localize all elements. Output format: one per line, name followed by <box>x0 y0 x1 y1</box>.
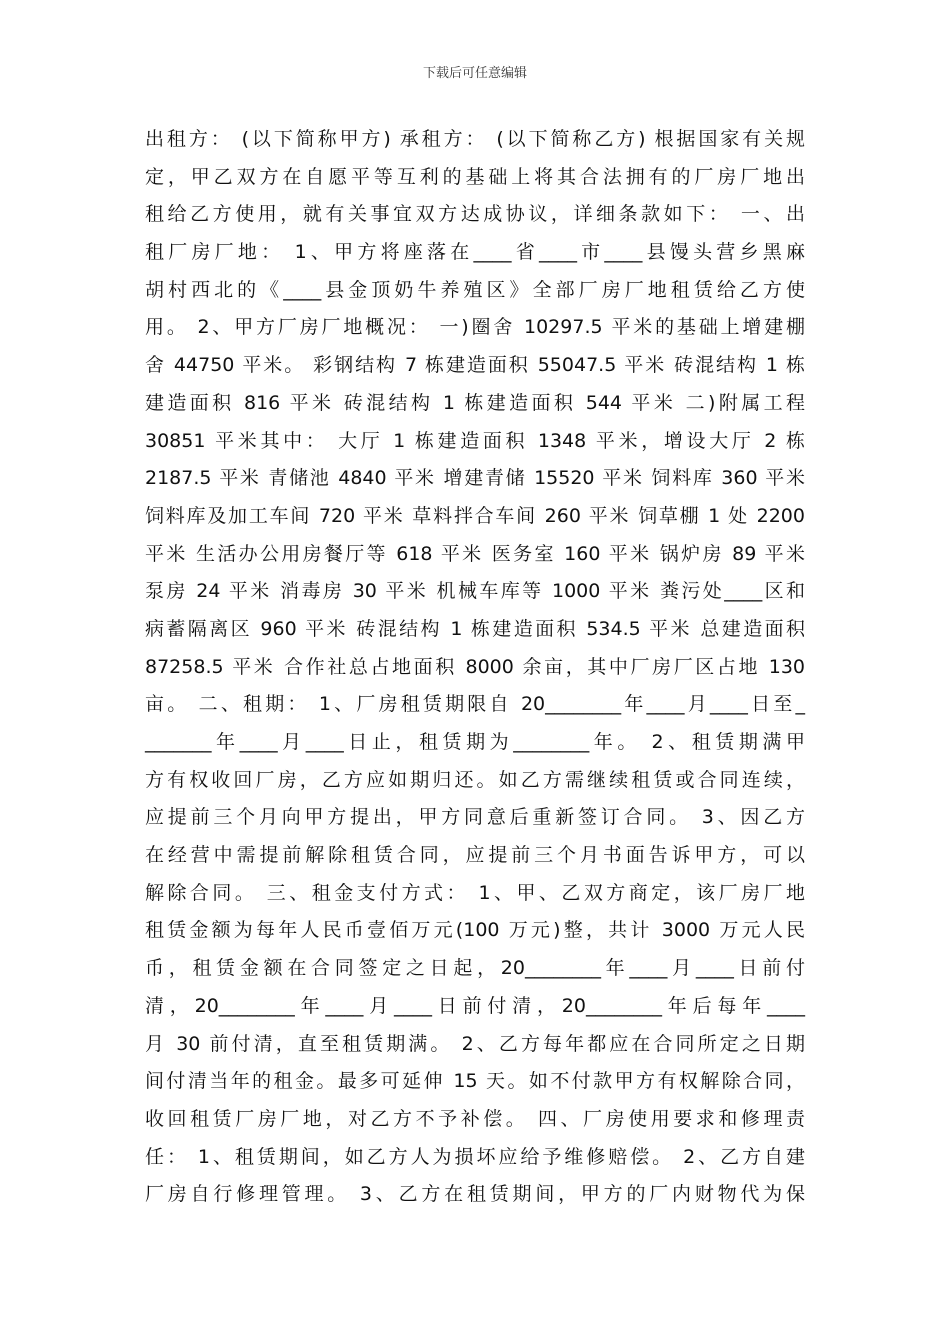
text-line: 30851 平米其中： 大厅 1 栋建造面积 1348 平米，增设大厅 2 栋 <box>145 429 805 452</box>
text-line: 租赁金额为每年人民币壹佰万元(100 万元)整，共计 3000 万元人民 <box>145 919 805 942</box>
text-line: 平米 生活办公用房餐厅等 618 平米 医务室 160 平米 锅炉房 89 平米 <box>145 542 805 565</box>
text-line: 租厂房厂地： 1、甲方将座落在____省____市____县馒头营乡黑麻 <box>145 241 805 264</box>
text-line: 定，甲乙双方在自愿平等互利的基础上将其合法拥有的厂房厂地出 <box>145 165 805 188</box>
text-line: 租给乙方使用，就有关事宜双方达成协议，详细条款如下： 一、出 <box>145 203 805 226</box>
text-line: 间付清当年的租金。最多可延伸 15 天。如不付款甲方有权解除合同， <box>145 1070 805 1093</box>
page-header: 下载后可任意编辑 <box>422 66 527 81</box>
text-line: 任： 1、租赁期间，如乙方人为损坏应给予维修赔偿。 2、乙方自建 <box>145 1145 805 1168</box>
text-line: 病蓄隔离区 960 平米 砖混结构 1 栋建造面积 534.5 平米 总建造面积 <box>145 617 805 640</box>
text-line: 泵房 24 平米 消毒房 30 平米 机械车库等 1000 平米 粪污处____区和 <box>145 580 805 603</box>
text-line: 收回租赁厂房厂地，对乙方不予补偿。 四、厂房使用要求和修理责 <box>145 1107 805 1130</box>
text-line: 解除合同。 三、租金支付方式： 1、甲、乙双方商定，该厂房厂地 <box>145 881 805 904</box>
text-line: 应提前三个月向甲方提出，甲方同意后重新签订合同。 3、因乙方 <box>145 806 805 829</box>
text-line: 出租方： (以下简称甲方) 承租方： (以下简称乙方) 根据国家有关规 <box>145 128 805 150</box>
text-line: 币，租赁金额在合同签定之日起，20________年____月____日前付 <box>145 957 805 980</box>
text-line: 舍 44750 平米。 彩钢结构 7 栋建造面积 55047.5 平米 砖混结构 1 栋 <box>145 354 805 377</box>
text-line: 在经营中需提前解除租赁合同，应提前三个月书面告诉甲方，可以 <box>145 844 805 867</box>
text-line: 建造面积 816 平米 砖混结构 1 栋建造面积 544 平米 二)附属工程 <box>145 391 805 414</box>
text-line: 饲料库及加工车间 720 平米 草料拌合车间 260 平米 饲草棚 1 处 2200 <box>145 504 805 527</box>
text-line: _______年____月____日止，租赁期为________年。 2、租赁期满甲 <box>145 731 805 753</box>
text-line: 胡村西北的《____县金顶奶牛养殖区》全部厂房厂地租赁给乙方使 <box>145 278 805 301</box>
text-line: 87258.5 平米 合作社总占地面积 8000 余亩，其中厂房厂区占地 130 <box>145 655 805 678</box>
text-line: 清，20________年____月____日前付清，20________年后每年____ <box>145 994 805 1017</box>
text-line: 用。 2、甲方厂房厂地概况： 一)圈舍 10297.5 平米的基础上增建棚 <box>145 316 805 339</box>
text-line: 厂房自行修理管理。 3、乙方在租赁期间，甲方的厂内财物代为保 <box>145 1183 805 1206</box>
text-line: 2187.5 平米 青储池 4840 平米 增建青储 15520 平米 饲料库 360 平米 <box>145 467 805 490</box>
text-line: 亩。 二、租期： 1、厂房租赁期限自 20________年____月____日至_ <box>145 693 805 716</box>
text-line: 月 30 前付清，直至租赁期满。 2、乙方每年都应在合同所定之日期 <box>145 1032 805 1055</box>
contract-body <box>145 121 805 1214</box>
text-line: 方有权收回厂房，乙方应如期归还。如乙方需继续租赁或合同连续， <box>145 768 805 791</box>
